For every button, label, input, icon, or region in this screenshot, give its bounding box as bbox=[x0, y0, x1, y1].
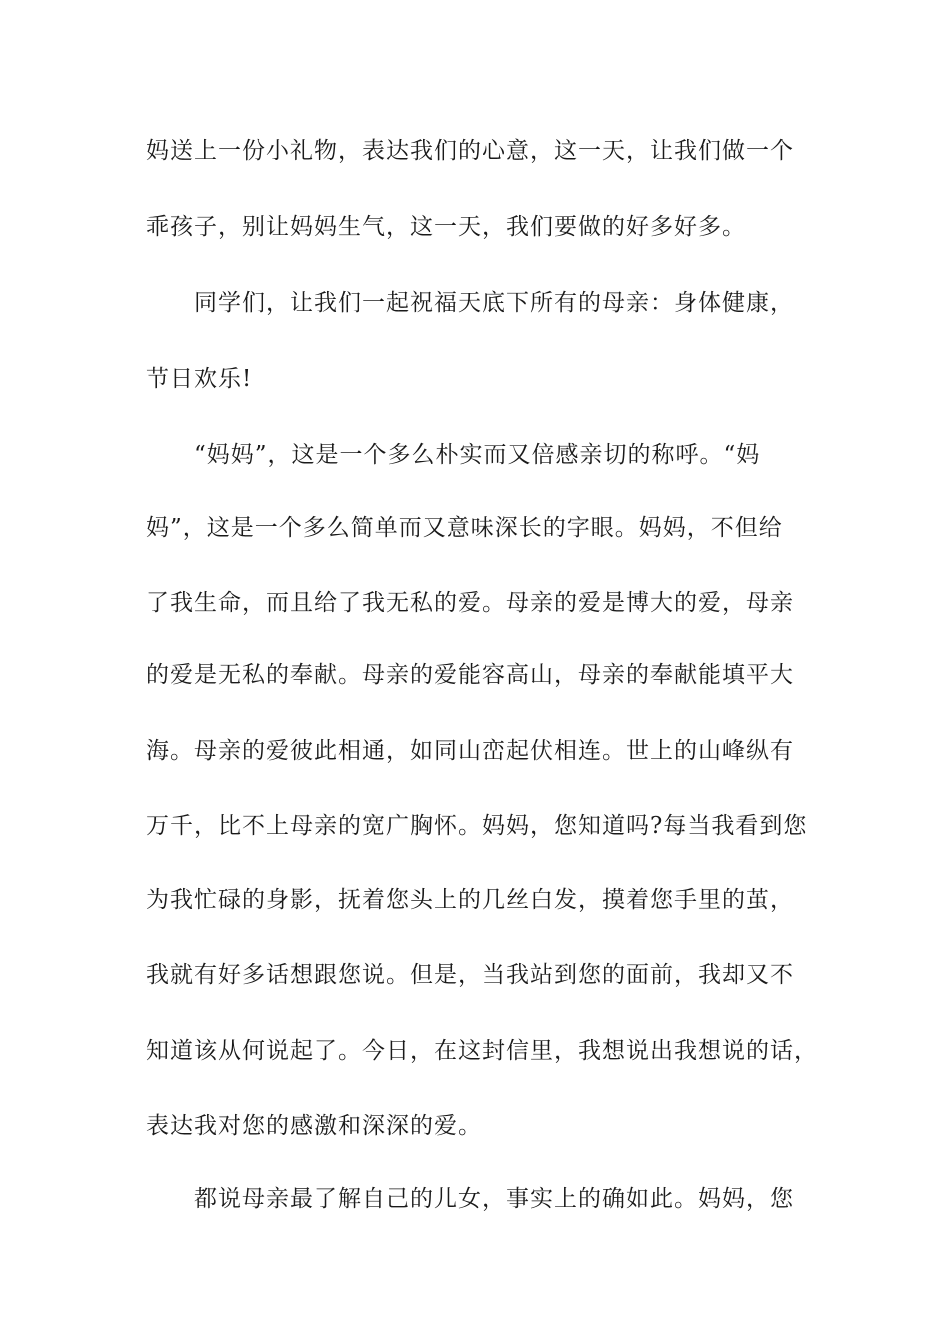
paragraph-start-line: “妈妈”，这是一个多么朴实而又倍感亲切的称呼。“妈 bbox=[194, 442, 761, 468]
text-line: 海。母亲的爱彼此相通，如同山峦起伏相连。世上的山峰纵有 bbox=[146, 738, 794, 764]
text-line: 万千，比不上母亲的宽广胸怀。妈妈，您知道吗?每当我看到您 bbox=[146, 813, 808, 839]
text-line: 的爱是无私的奉献。母亲的爱能容高山，母亲的奉献能填平大 bbox=[146, 662, 794, 688]
text-line: 妈”，这是一个多么简单而又意味深长的字眼。妈妈，不但给 bbox=[146, 515, 783, 541]
text-line: 为我忙碌的身影，抚着您头上的几丝白发，摸着您手里的茧， bbox=[146, 887, 794, 913]
text-line: 了我生命，而且给了我无私的爱。母亲的爱是博大的爱，母亲 bbox=[146, 590, 794, 616]
text-line: 妈送上一份小礼物，表达我们的心意，这一天，让我们做一个 bbox=[146, 138, 794, 164]
text-line: 表达我对您的感激和深深的爱。 bbox=[146, 1113, 482, 1139]
paragraph-start-line: 都说母亲最了解自己的儿女，事实上的确如此。妈妈，您 bbox=[194, 1186, 794, 1212]
paragraph-start-line: 同学们，让我们一起祝福天底下所有的母亲：身体健康， bbox=[194, 290, 794, 316]
text-line: 乖孩子，别让妈妈生气，这一天，我们要做的好多好多。 bbox=[146, 214, 746, 240]
text-line: 知道该从何说起了。今日，在这封信里，我想说出我想说的话， bbox=[146, 1038, 818, 1064]
text-line: 我就有好多话想跟您说。但是，当我站到您的面前，我却又不 bbox=[146, 962, 794, 988]
text-line: 节日欢乐! bbox=[146, 366, 253, 392]
